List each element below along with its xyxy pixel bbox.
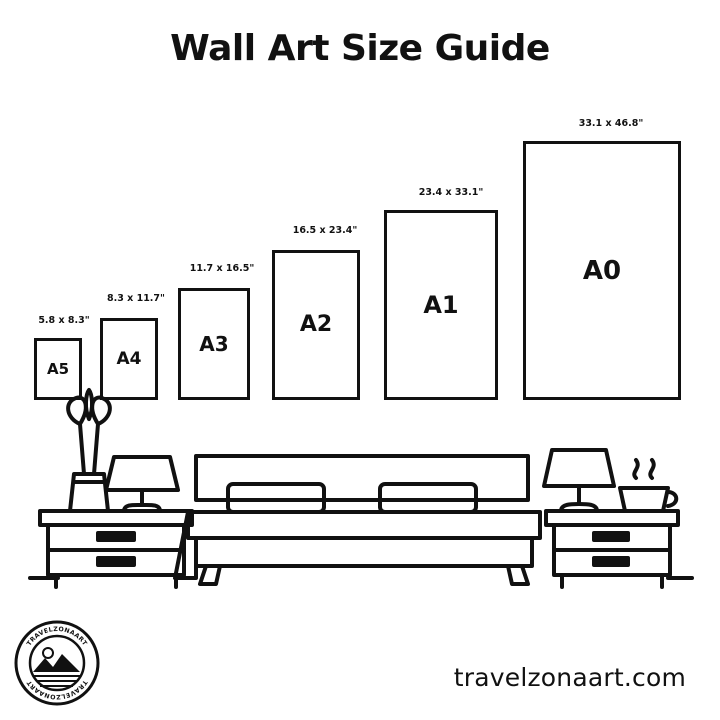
frame-label-a2: A2 [299,312,333,337]
frame-dimension-a2: 16.5 x 23.4" [292,225,358,236]
bed [175,456,540,584]
frame-item-a5 [34,220,94,400]
frame-label-a3: A3 [199,332,229,356]
logo-text-top: TRAVELZONAART [25,625,89,648]
bedroom-illustration [0,378,720,603]
frame-label-a4: A4 [116,348,142,369]
frame-item-a3 [178,220,266,400]
frame-item-a4 [100,220,172,400]
frame-item-a1 [384,187,518,400]
page-title: Wall Art Size Guide [170,28,550,69]
nightstand-left [40,511,192,587]
frame-dimension-a1: 23.4 x 33.1" [418,187,484,198]
frame-label-a0: A0 [582,255,622,286]
frame-dimension-a3: 11.7 x 16.5" [189,263,255,274]
bedroom-scene [0,378,720,603]
logo-text-bottom: TRAVELZONAART [25,678,89,701]
table-lamp-right [544,450,614,511]
frame-dimension-a4: 8.3 x 11.7" [107,293,165,304]
frame-box-a1 [384,210,498,400]
nightstand-right [546,511,678,587]
frame-label-a1: A1 [423,291,459,319]
website-url: travelzonaart.com [453,663,686,692]
frame-label-a5: A5 [46,359,70,378]
frame-dimension-a5: 5.8 x 8.3" [38,315,90,326]
brand-logo [14,620,100,706]
frame-size-row [0,110,720,400]
coffee-cup [620,460,676,511]
frame-box-a0 [523,141,681,400]
frame-dimension-a0: 33.1 x 46.8" [578,118,644,129]
table-lamp-left [106,457,178,511]
frame-item-a2 [272,220,378,400]
frame-item-a0 [523,116,699,400]
vase-with-flowers [68,390,110,511]
